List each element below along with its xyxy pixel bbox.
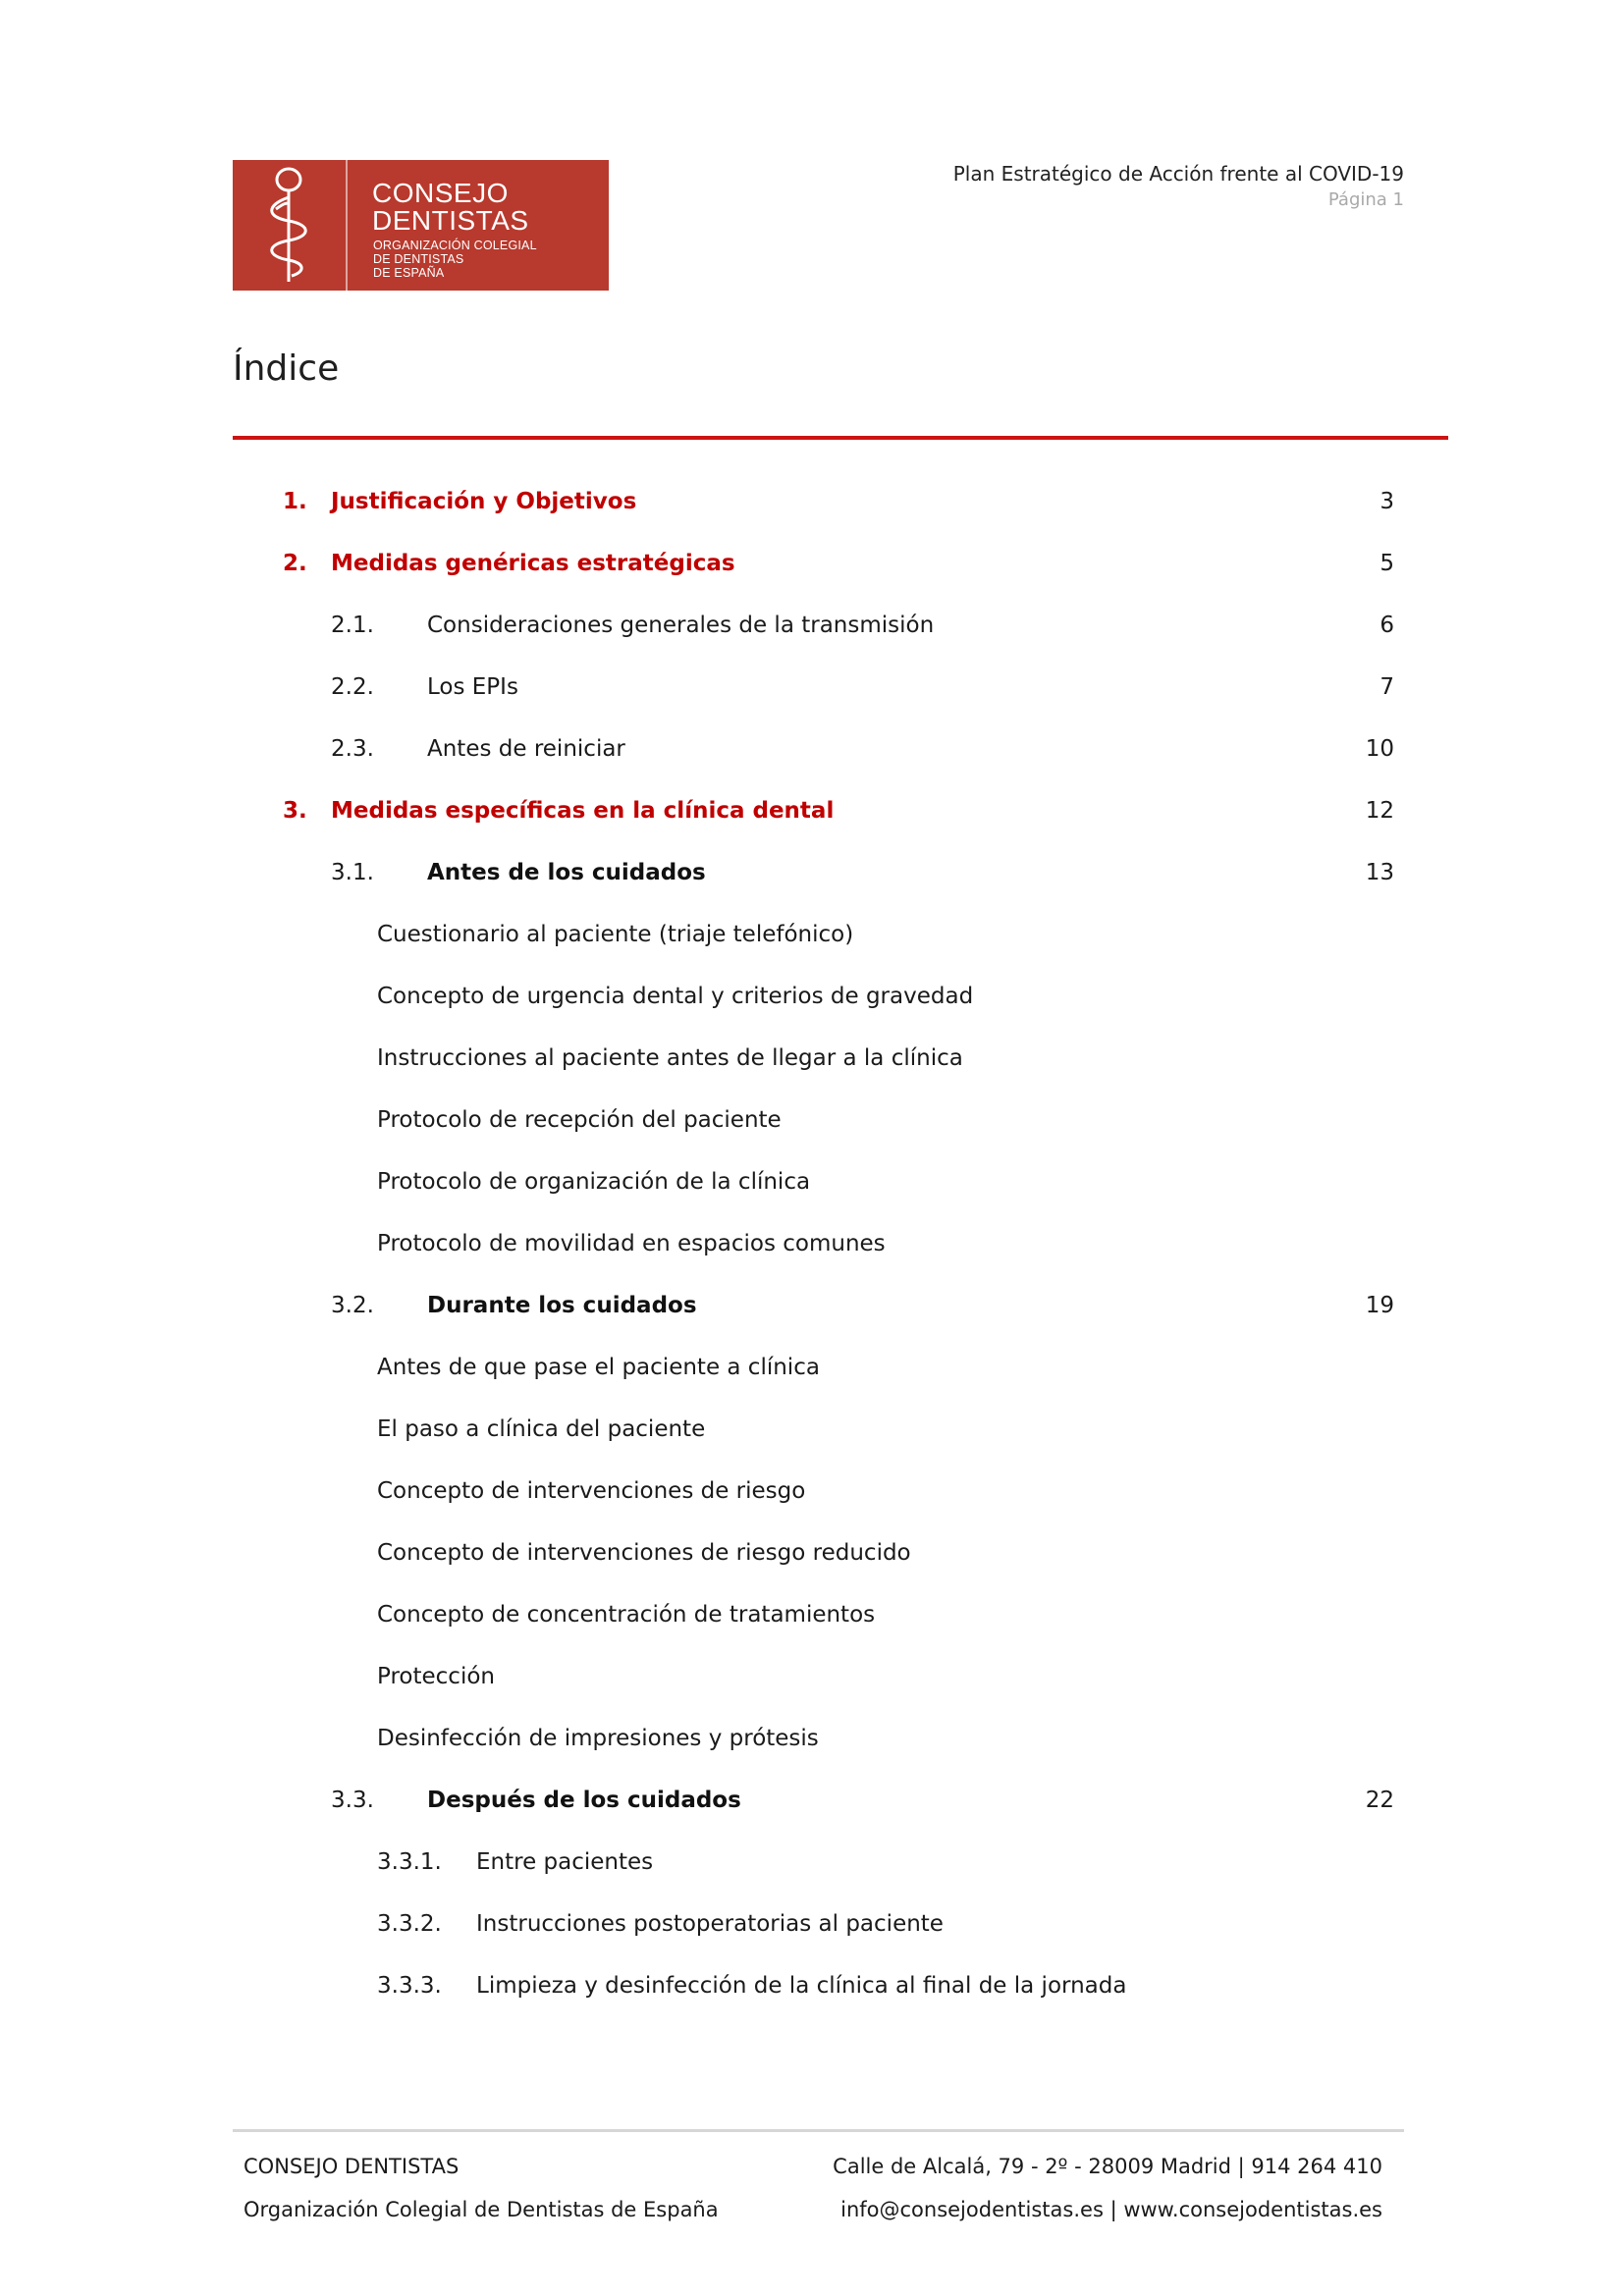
toc-entry-3-1-item[interactable] — [0, 915, 1623, 954]
toc-entry-number: 2. — [283, 551, 307, 576]
toc-entry-3-2-item[interactable] — [0, 1595, 1623, 1634]
toc-entry-number: 3.2. — [331, 1293, 374, 1318]
logo-line-organizacion: ORGANIZACIÓN COLEGIAL — [373, 239, 537, 252]
toc-entry-3-3-3[interactable] — [0, 1966, 1623, 2005]
toc-entry-number: 3.3. — [331, 1788, 374, 1813]
logo-line-dentistas: DENTISTAS — [372, 205, 529, 236]
toc-entry-3-2-item[interactable] — [0, 1471, 1623, 1511]
toc-entry-3-2[interactable] — [0, 1286, 1623, 1325]
toc-entry-3-1-item[interactable] — [0, 1162, 1623, 1201]
toc-entry-title: Después de los cuidados — [427, 1788, 741, 1813]
toc-entry-3-3-2[interactable] — [0, 1904, 1623, 1944]
toc-entry-2-2[interactable] — [0, 667, 1623, 707]
toc-entry-page: 12 — [1365, 798, 1394, 824]
toc-entry-page: 5 — [1380, 551, 1394, 576]
toc-entry-3-1-item[interactable] — [0, 977, 1623, 1016]
toc-entry-3-1-item[interactable] — [0, 1100, 1623, 1140]
toc-entry-number: 2.1. — [331, 613, 374, 638]
toc-entry-title: Cuestionario al paciente (triaje telefónico) — [377, 922, 854, 947]
header-page-number: Página 1 — [1327, 189, 1404, 210]
toc-entry-3-2-item[interactable] — [0, 1719, 1623, 1758]
toc-entry-title: Durante los cuidados — [427, 1293, 697, 1318]
toc-entry-title: Protocolo de movilidad en espacios comunes — [377, 1231, 886, 1256]
toc-entry-title: Antes de reiniciar — [427, 736, 625, 762]
logo-line-espana: DE ESPAÑA — [373, 266, 445, 280]
toc-entry-title: Protección — [377, 1664, 495, 1689]
toc-entry-3-1[interactable] — [0, 853, 1623, 892]
toc-entry-title: Concepto de urgencia dental y criterios de gravedad — [377, 984, 974, 1009]
toc-entry-title: Antes de los cuidados — [427, 860, 706, 885]
toc-entry-title: Concepto de concentración de tratamientos — [377, 1602, 876, 1628]
toc-entry-number: 3. — [283, 798, 307, 824]
header-document-title: Plan Estratégico de Acción frente al COVID-19 — [952, 162, 1404, 186]
toc-entry-number: 3.3.1. — [377, 1849, 442, 1875]
toc-entry-2-3[interactable] — [0, 729, 1623, 769]
toc-entry-title: Protocolo de recepción del paciente — [377, 1107, 782, 1133]
toc-entry-title: Medidas específicas en la clínica dental — [331, 798, 835, 824]
toc-entry-2[interactable] — [0, 544, 1623, 583]
logo-line-de-dentistas: DE DENTISTAS — [373, 252, 464, 266]
toc-entry-page: 10 — [1365, 736, 1394, 762]
toc-entry-3-3-1[interactable] — [0, 1842, 1623, 1882]
toc-entry-page: 3 — [1380, 489, 1394, 514]
toc-entry-3-2-item[interactable] — [0, 1657, 1623, 1696]
toc-entry-3-1-item[interactable] — [0, 1039, 1623, 1078]
toc-entry-page: 13 — [1365, 860, 1394, 885]
toc-entry-title: Instrucciones al paciente antes de llegar a la clínica — [377, 1045, 963, 1071]
footer-org-full: Organización Colegial de Dentistas de España — [243, 2198, 719, 2221]
toc-entry-title: Entre pacientes — [476, 1849, 654, 1875]
footer-address: Calle de Alcalá, 79 - 2º - 28009 Madrid | 914 264 410 — [833, 2155, 1382, 2178]
toc-entry-title: Consideraciones generales de la transmisión — [427, 613, 935, 638]
toc-entry-page: 19 — [1365, 1293, 1394, 1318]
toc-entry-title: Justificación y Objetivos — [331, 489, 637, 514]
toc-entry-title: Concepto de intervenciones de riesgo reducido — [377, 1540, 911, 1566]
toc-entry-title: Concepto de intervenciones de riesgo — [377, 1478, 806, 1504]
toc-entry-3-2-item[interactable] — [0, 1533, 1623, 1573]
toc-entry-title: Desinfección de impresiones y prótesis — [377, 1726, 819, 1751]
toc-entry-title: Medidas genéricas estratégicas — [331, 551, 735, 576]
toc-entry-title: Antes de que pase el paciente a clínica — [377, 1355, 820, 1380]
toc-entry-number: 2.2. — [331, 674, 374, 700]
toc-entry-3-1-item[interactable] — [0, 1224, 1623, 1263]
footer-org: CONSEJO DENTISTAS — [243, 2155, 460, 2178]
footer-divider — [233, 2129, 1404, 2132]
toc-entry-page: 22 — [1365, 1788, 1394, 1813]
toc-entry-3-3[interactable] — [0, 1781, 1623, 1820]
toc-entry-title: El paso a clínica del paciente — [377, 1416, 706, 1442]
toc-entry-page: 6 — [1380, 613, 1394, 638]
page-title: Índice — [233, 348, 340, 389]
toc-entry-3-2-item[interactable] — [0, 1410, 1623, 1449]
toc-entry-title: Los EPIs — [427, 674, 518, 700]
toc-entry-number: 3.1. — [331, 860, 374, 885]
toc-entry-number: 2.3. — [331, 736, 374, 762]
toc-entry-title: Protocolo de organización de la clínica — [377, 1169, 811, 1195]
footer-contact: info@consejodentistas.es | www.consejodentistas.es — [840, 2198, 1382, 2221]
toc-entry-2-1[interactable] — [0, 606, 1623, 645]
logo-line-consejo: CONSEJO — [372, 178, 509, 208]
toc-entry-number: 3.3.2. — [377, 1911, 442, 1937]
toc-entry-number: 1. — [283, 489, 307, 514]
toc-entry-title: Instrucciones postoperatorias al paciente — [476, 1911, 944, 1937]
toc-entry-title: Limpieza y desinfección de la clínica al final de la jornada — [476, 1973, 1127, 1999]
toc-entry-number: 3.3.3. — [377, 1973, 442, 1999]
toc-entry-3[interactable] — [0, 791, 1623, 830]
toc-entry-1[interactable] — [0, 482, 1623, 521]
toc-entry-3-2-item[interactable] — [0, 1348, 1623, 1387]
toc-entry-page: 7 — [1380, 674, 1394, 700]
